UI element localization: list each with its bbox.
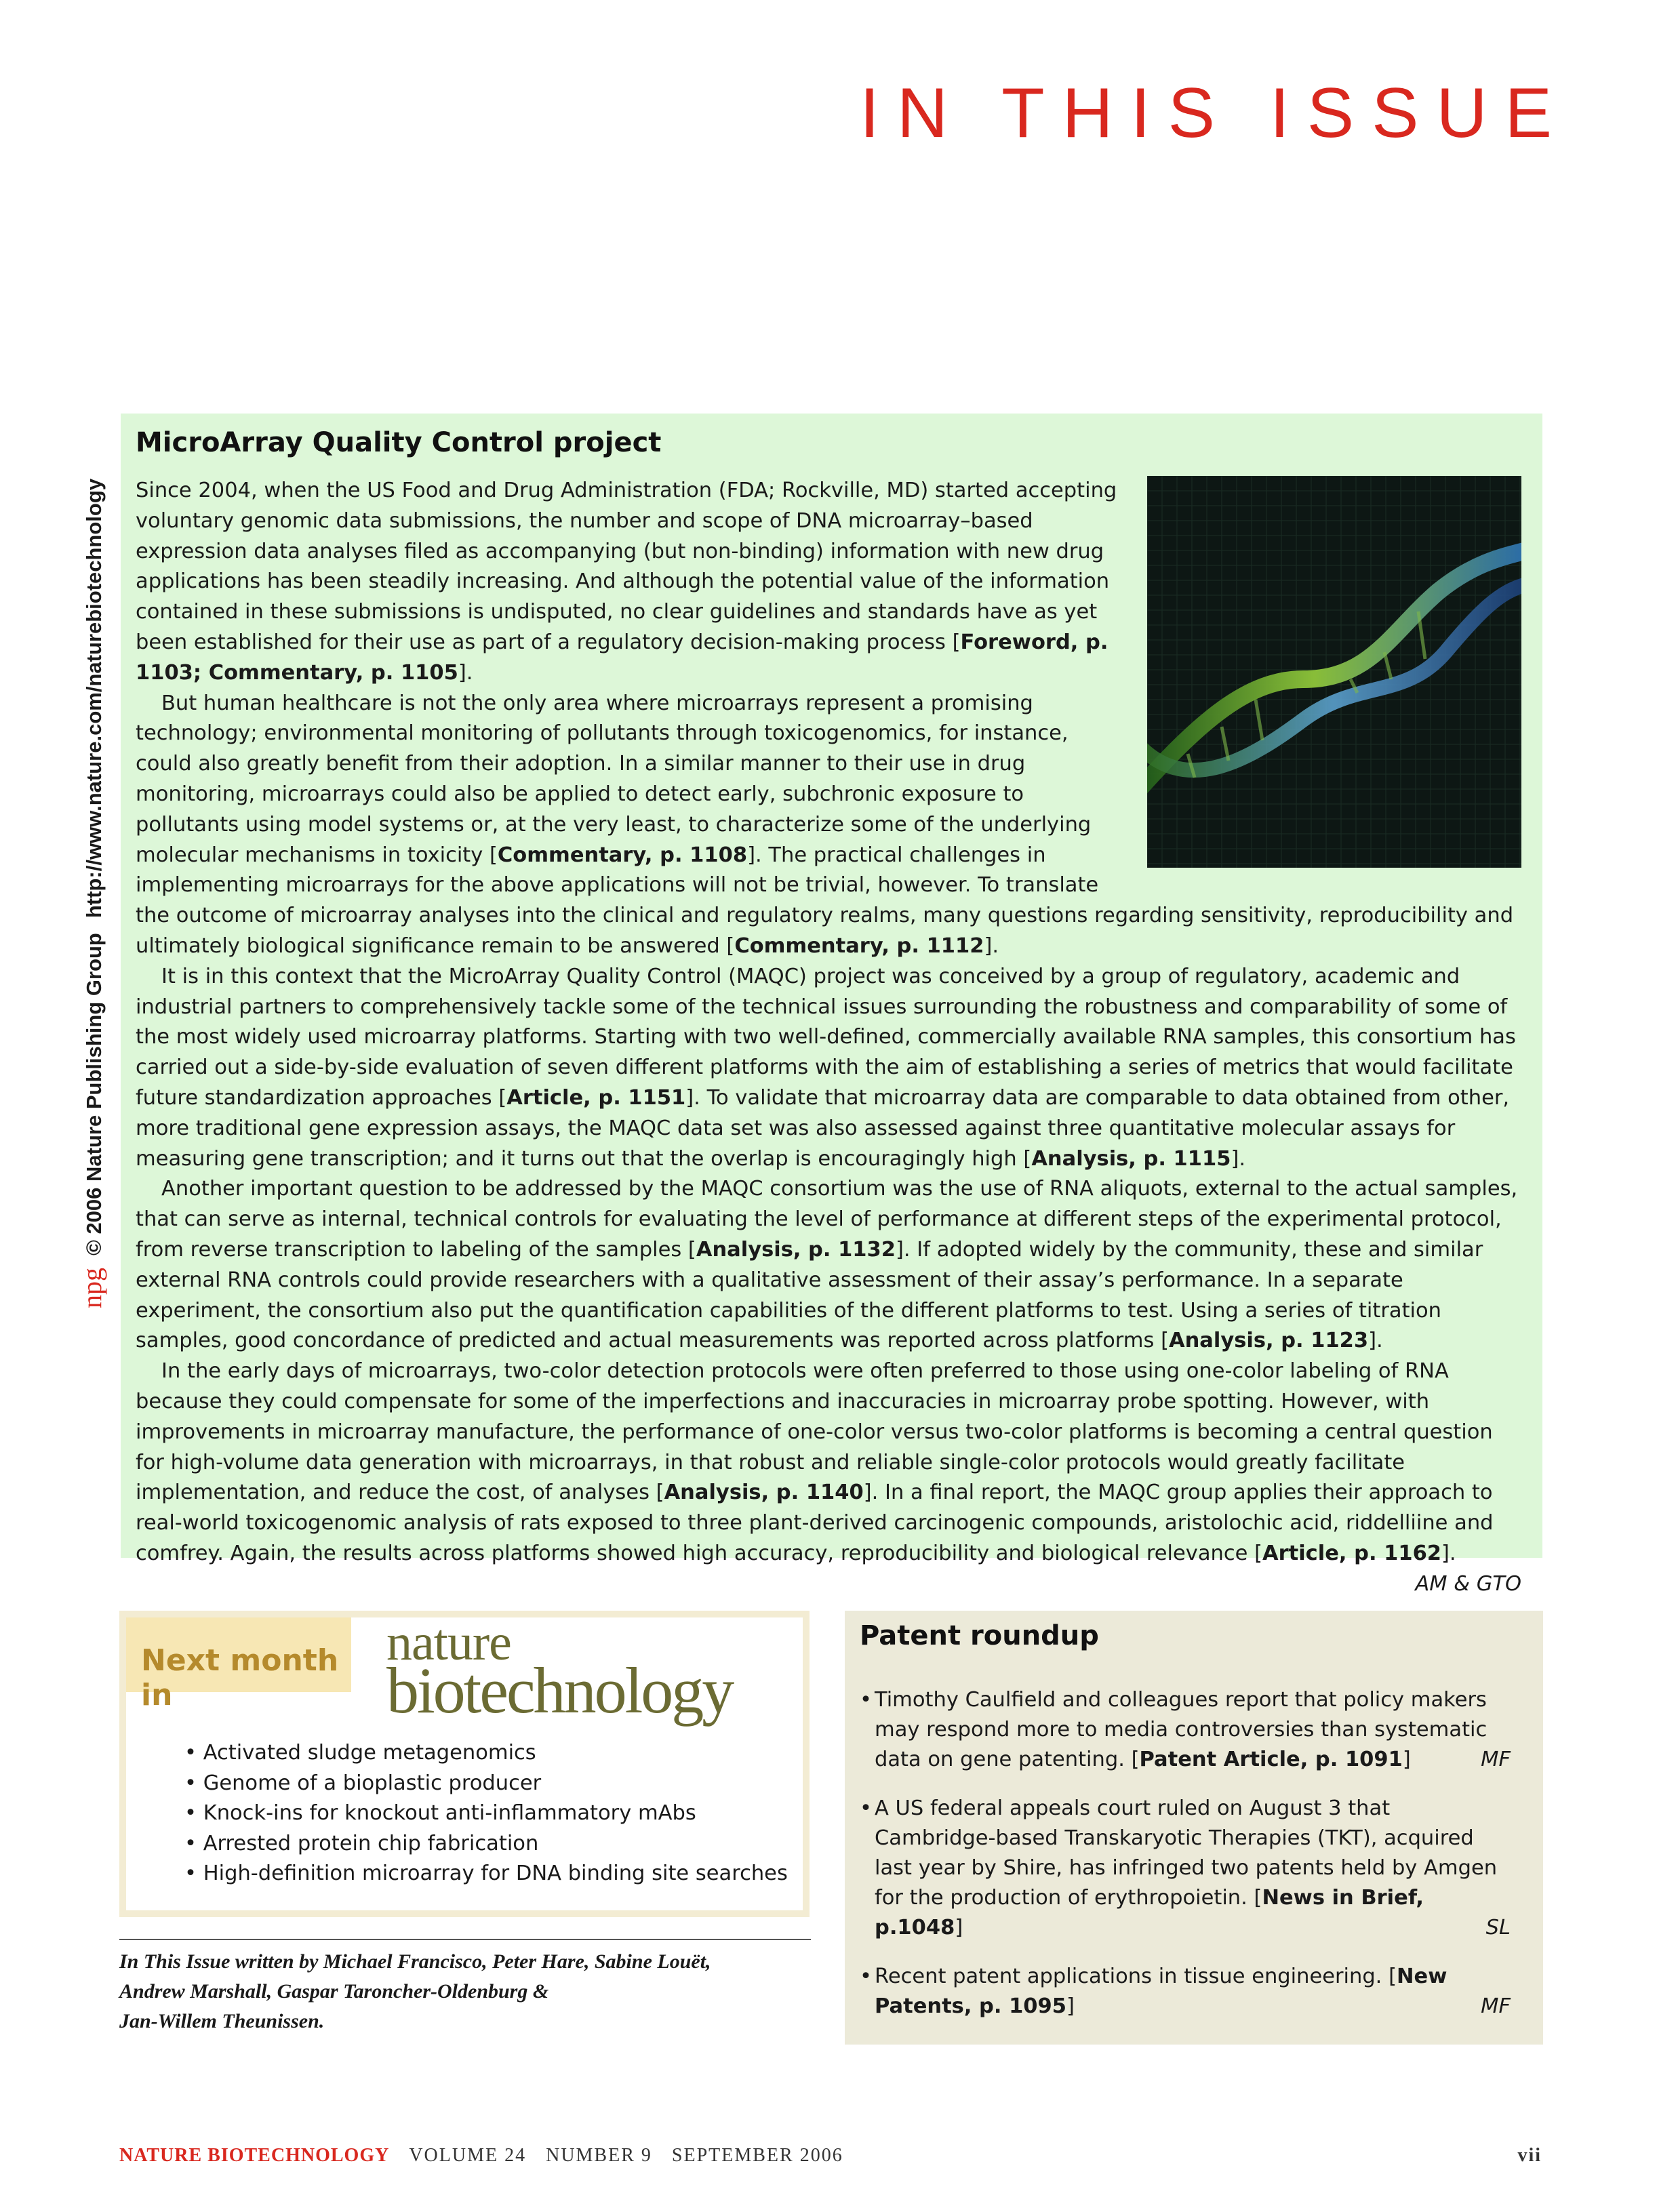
patent-roundup-title: Patent roundup xyxy=(860,1620,1099,1651)
bullet-icon: • xyxy=(860,1688,872,1712)
paragraph-2: But human healthcare is not the only area where microarrays represent a promising technology; environmental monitoring of pollutants through toxicogenomics, for instance, could also greatly benefit from their adoption. In a similar manner to their use in drug monitoring, microarrays could also be applied to detect early, subchronic exposure to pollutants using model systems or, at the very least, to characterize some of the underlying molecular mechanisms in toxicity [Commentary, p. 1108]. The practical challenges in implementing microarrays for the above applications will not be trivial, however. To translate the outcome of microarray analyses into the clinical and regulatory realms, many questions regarding sensitivity, reproducibility and ultimately biological significance remain to be answered [Commentary, p. 1112]. xyxy=(136,691,1514,958)
page-number: vii xyxy=(1517,2145,1542,2166)
journal-url[interactable]: http://www.nature.com/naturebiotechnology xyxy=(82,478,106,919)
next-month-list xyxy=(184,1738,788,1889)
volume: VOLUME 24 xyxy=(409,2145,527,2166)
divider xyxy=(119,1939,811,1940)
copyright-credit xyxy=(76,479,108,1308)
list-item: • High-definition microarray for DNA binding site searches xyxy=(184,1859,788,1889)
paragraph-1: Since 2004, when the US Food and Drug Administration (FDA; Rockville, MD) started accepting voluntary genomic data submissions, the number and scope of DNA microarray–based expression data analyses filed as accompanying (but non-binding) information with new drug applications has been steadily increasing. And although the potential value of the information contained in these submissions is undisputed, no clear guidelines and standards have as yet been established for their use as part of a regulatory decision-making process [Foreword, p. 1103; Commentary, p. 1105]. xyxy=(136,479,1117,685)
ref-new-patents-1095[interactable]: New Patents, p. 1095 xyxy=(875,1965,1447,2018)
ref-analysis-1132[interactable]: Analysis, p. 1132 xyxy=(696,1237,896,1262)
ref-article-1151[interactable]: Article, p. 1151 xyxy=(506,1085,686,1110)
list-item: • Recent patent applications in tissue engineering. [New Patents, p. 1095] MF xyxy=(860,1962,1511,2022)
page-footer xyxy=(119,2145,1542,2167)
bullet-icon: • xyxy=(860,1965,872,1988)
next-month-tab xyxy=(126,1617,351,1712)
dna-helix-image xyxy=(1147,476,1521,868)
ref-news-in-brief-1048[interactable]: News in Brief, p.1048 xyxy=(875,1886,1424,1939)
next-month-label: Next month in xyxy=(141,1643,339,1712)
list-item: • Genome of a bioplastic producer xyxy=(184,1769,788,1799)
issue-number: NUMBER 9 xyxy=(546,2145,652,2166)
bullet-icon: • xyxy=(860,1796,872,1820)
maqc-feature-box xyxy=(121,414,1542,1596)
list-item: • Timothy Caulfield and colleagues report that policy makers may respond more to media controversies than systematic data on gene patenting. [Patent Article, p. 1091] MF xyxy=(860,1685,1511,1775)
author-credits: In This Issue written by Michael Francisco, Peter Hare, Sabine Louët, Andrew Marshall, Gaspar Taroncher-Oldenburg & Jan-Willem Theunissen. xyxy=(119,1950,711,2032)
ref-foreword-1103[interactable]: Foreword, p. 1103; Commentary, p. 1105 xyxy=(136,630,1108,685)
ref-analysis-1140[interactable]: Analysis, p. 1140 xyxy=(664,1481,864,1505)
patent-roundup-box xyxy=(845,1611,1543,2045)
next-month-box xyxy=(119,1611,810,1917)
biotechnology-logo: biotechnology xyxy=(386,1654,733,1727)
issue-date: SEPTEMBER 2006 xyxy=(671,2145,843,2166)
copyright-text: © 2006 Nature Publishing Group xyxy=(82,933,106,1255)
maqc-article-body xyxy=(136,476,1521,1599)
list-item: • Knock-ins for knockout anti-inflammatory mAbs xyxy=(184,1798,788,1829)
author-initials: AM & GTO xyxy=(1415,1571,1521,1596)
paragraph-5: In the early days of microarrays, two-color detection protocols were often preferred to those using one-color labeling of RNA because they could compensate for some of the imperfections and inaccuracies in microarray probe spotting. However, with improvements in microarray manufacture, the performance of one-color versus two-color platforms is becoming a central question for high-volume data generation with microarrays, in that robust and reliable single-color protocols would greatly facilitate implementation, and reduce the cost, of analyses [Analysis, p. 1140]. In a final report, the MAQC group applies their approach to real-world toxicogenomic analysis of rats exposed to three plant-derived carcinogenic compounds, aristolochic acid, riddelliine and comfrey. Again, the results across platforms showed high accuracy, reproducibility and biological relevance [Article, p. 1162]. AM & GTO xyxy=(136,1356,1521,1569)
list-item: • Activated sludge metagenomics xyxy=(184,1738,788,1769)
journal-name: NATURE BIOTECHNOLOGY xyxy=(119,2145,390,2166)
npg-logo: npg xyxy=(77,1268,107,1308)
list-item: • A US federal appeals court ruled on August 3 that Cambridge-based Transkaryotic Therapies (TKT), acquired last year by Shire, has infringed two patents held by Amgen for the production of erythropoietin. [News in Brief, p.1048] SL xyxy=(860,1794,1511,1943)
list-item: • Arrested protein chip fabrication xyxy=(184,1829,788,1859)
author-initials: MF xyxy=(1481,1748,1511,1771)
ref-commentary-1108[interactable]: Commentary, p. 1108 xyxy=(497,843,748,867)
paragraph-3: It is in this context that the MicroArray Quality Control (MAQC) project was conceived by a group of regulatory, academic and industrial partners to comprehensively tackle some of the technical issues surrounding the robustness and comparability of some of the most widely used microarray platforms. Starting with two well-defined, commercially available RNA samples, this consortium has carried out a side-by-side evaluation of seven different platforms with the aim of establishing a series of metrics that would facilitate future standardization approaches [Article, p. 1151]. To validate that microarray data are comparable to data obtained from other, more traditional gene expression assays, the MAQC data set was also assessed against three quantitative molecular assays for measuring gene transcription; and it turns out that the overlap is encouragingly high [Analysis, p. 1115]. xyxy=(136,964,1516,1171)
ref-analysis-1123[interactable]: Analysis, p. 1123 xyxy=(1168,1329,1369,1353)
ref-patent-article-1091[interactable]: Patent Article, p. 1091 xyxy=(1139,1748,1403,1771)
nature-logo: nature xyxy=(386,1614,511,1671)
maqc-title: MicroArray Quality Control project xyxy=(136,427,662,458)
ref-article-1162[interactable]: Article, p. 1162 xyxy=(1262,1541,1442,1565)
paragraph-4: Another important question to be addressed by the MAQC consortium was the use of RNA aliquots, external to the actual samples, that can serve as internal, technical controls for evaluating the level of performance at different steps of the experimental protocol, from reverse transcription to labeling of the samples [Analysis, p. 1132]. If adopted widely by the community, these and similar external RNA controls could provide researchers with a qualitative assessment of their assay’s performance. In a separate experiment, the consortium also put the quantification capabilities of the different platforms to test. Using a series of titration samples, good concordance of predicted and actual measurements was reported across platforms [Analysis, p. 1123]. xyxy=(136,1177,1518,1353)
patent-list xyxy=(860,1685,1511,2040)
author-initials: MF xyxy=(1481,1994,1511,2018)
author-initials: SL xyxy=(1485,1916,1511,1939)
page-title: IN THIS ISSUE xyxy=(860,74,1570,153)
ref-commentary-1112[interactable]: Commentary, p. 1112 xyxy=(734,933,984,958)
ref-analysis-1115[interactable]: Analysis, p. 1115 xyxy=(1031,1146,1231,1171)
